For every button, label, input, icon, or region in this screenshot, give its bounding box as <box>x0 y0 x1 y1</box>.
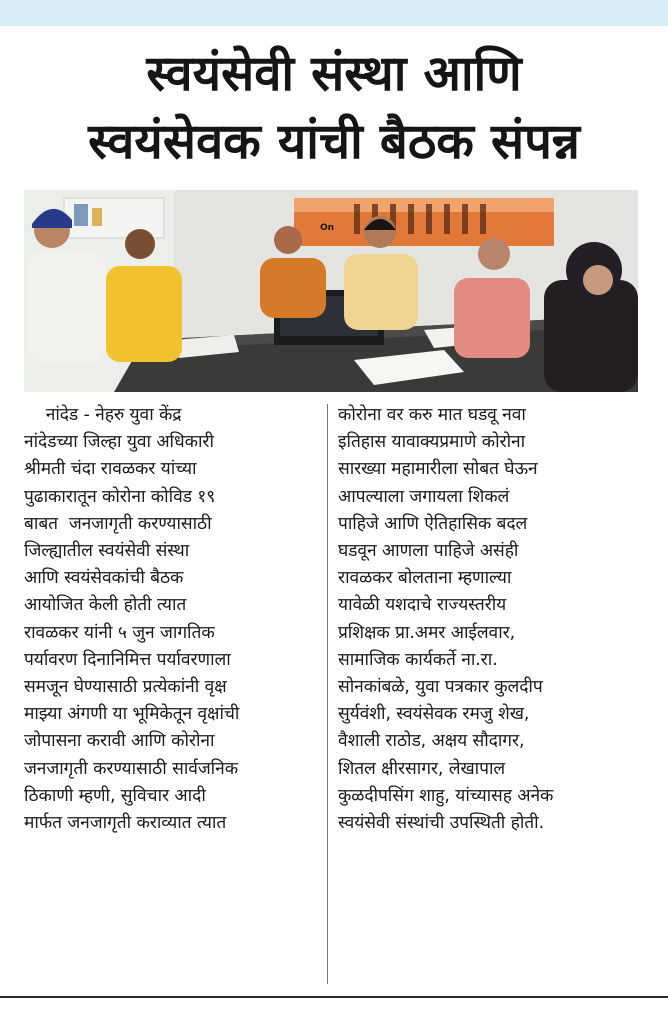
right-column-line: प्रशिक्षक प्रा.अमर आईलवार, <box>338 622 516 643</box>
article-column-left <box>24 402 323 837</box>
right-column-line: यावेळी यशदाचे राज्यस्तरीय <box>338 595 507 616</box>
left-column-line: जनजागृती करण्यासाठी सार्वजनिक <box>24 758 238 779</box>
left-column-line: जोपासना करावी आणि कोरोना <box>24 731 215 752</box>
headline-line-2: स्वयंसेवक यांची बैठक संपन्न <box>88 113 580 170</box>
right-column-line: वैशाली राठोड, अक्षय सौदागर, <box>338 731 525 752</box>
left-column-line: बाबत जनजागृती करण्यासाठी <box>24 513 212 534</box>
left-column-line: रावळकर यांनी ५ जुन जागतिक <box>24 622 215 643</box>
left-column-line: मार्फत जनजागृती कराव्यात त्यात <box>24 813 227 834</box>
left-column-line: नांदेड - नेहरु युवा केंद्र <box>24 405 182 425</box>
left-column-line: जिल्ह्यातील स्वयंसेवी संस्था <box>24 541 190 562</box>
right-column-line: शितल क्षीरसागर, लेखापाल <box>338 758 506 779</box>
headline-line-1: स्वयंसेवी संस्था आणि <box>146 45 522 102</box>
article-column-right <box>338 402 637 837</box>
right-column-line: कुळदीपसिंग शाहु, यांच्यासह अनेक <box>338 785 554 806</box>
right-column-line: कोरोना वर करु मात घडवू नवा <box>338 405 526 425</box>
right-column-line: घडवून आणला पाहिजे असंही <box>338 541 519 562</box>
right-column-line: सोनकांबळे, युवा पत्रकार कुलदीप <box>338 677 543 698</box>
bottom-rule <box>0 996 668 998</box>
right-column-line: सामाजिक कार्यकर्ते ना.रा. <box>338 649 498 670</box>
article-photo <box>24 190 638 392</box>
left-column-line: समजून घेण्यासाठी प्रत्येकांनी वृक्ष <box>24 677 227 698</box>
right-column-line: आपल्याला जगायला शिकलं <box>338 486 510 507</box>
left-column-line: पर्यावरण दिनानिमित्त पर्यावरणाला <box>24 649 231 670</box>
left-column-line: ठिकाणी म्हणी, सुविचार आदी <box>24 785 206 806</box>
wall-banner-text: On <box>320 223 335 233</box>
left-column-line: आयोजित केली होती त्यात <box>24 595 187 616</box>
left-column-line: माझ्या अंगणी या भूमिकेतून वृक्षांची <box>24 704 240 725</box>
right-column-line: सारख्या महामारीला सोबत घेऊन <box>338 459 538 480</box>
left-column-line: श्रीमती चंदा रावळकर यांच्या <box>24 459 197 480</box>
left-column-line: पुढाकारातून कोरोना कोविड १९ <box>24 486 216 507</box>
left-column-line: आणि स्वयंसेवकांची बैठक <box>24 568 184 589</box>
right-column-line: रावळकर बोलताना म्हणाल्या <box>338 568 512 589</box>
article-headline <box>0 40 668 176</box>
right-column-line: सुर्यवंशी, स्वयंसेवक रमजु शेख, <box>338 704 530 725</box>
top-color-bar <box>0 0 668 26</box>
column-divider <box>327 404 328 984</box>
left-column-line: नांदेडच्या जिल्हा युवा अधिकारी <box>24 432 214 453</box>
right-column-line: स्वयंसेवी संस्थांची उपस्थिती होती. <box>338 813 545 834</box>
right-column-line: इतिहास यावाक्यप्रमाणे कोरोना <box>338 432 526 453</box>
right-column-line: पाहिजे आणि ऐतिहासिक बदल <box>338 513 528 534</box>
